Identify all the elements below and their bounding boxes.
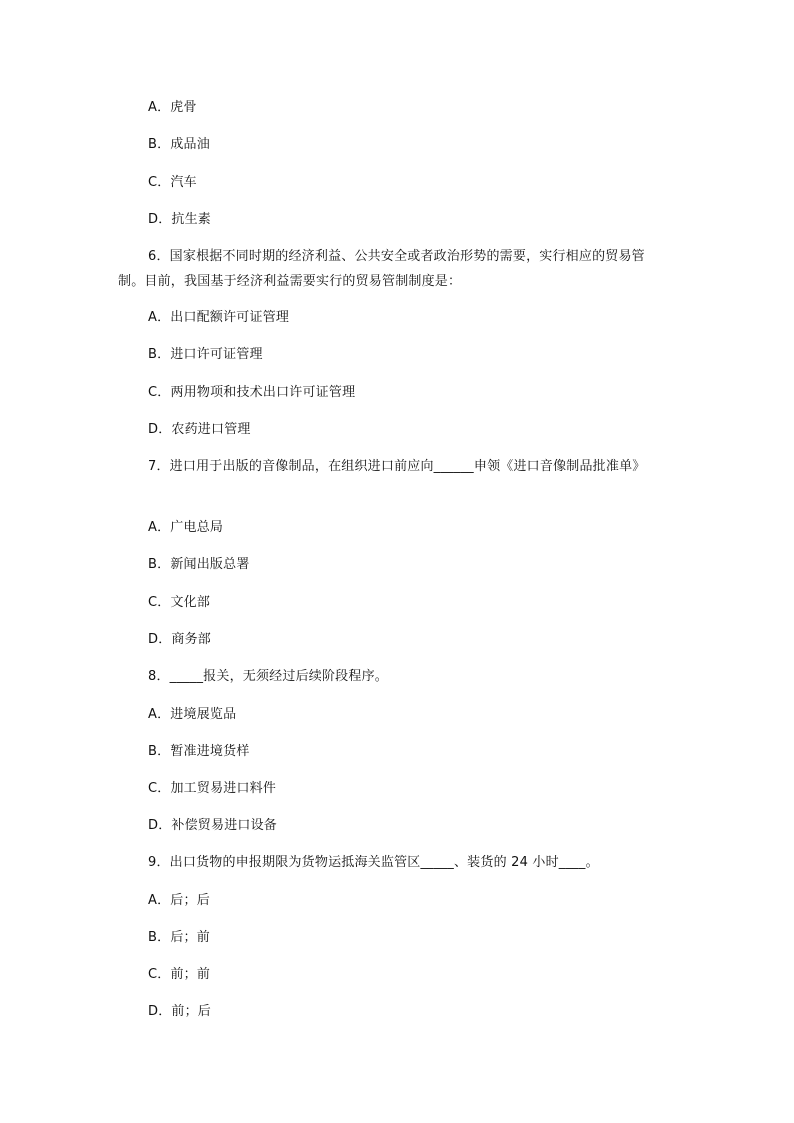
option-a: A．进境展览品 — [148, 707, 237, 722]
option-c: C．文化部 — [148, 595, 211, 610]
question-7-text: 7．进口用于出版的音像制品，在组织进口前应向______申领《进口音像制品批准单》 — [148, 459, 646, 474]
option-d: D．农药进口管理 — [148, 422, 251, 437]
question-8-text: 8．_____报关，无须经过后续阶段程序。 — [148, 669, 388, 684]
option-c: C．汽车 — [148, 175, 197, 190]
option-b: B．成品油 — [148, 137, 210, 152]
option-b: B．暂准进境货样 — [148, 744, 250, 759]
option-a: A．广电总局 — [148, 520, 224, 535]
option-c: C．两用物项和技术出口许可证管理 — [148, 385, 356, 400]
option-b: B．新闻出版总署 — [148, 557, 250, 572]
option-d: D．前；后 — [148, 1004, 212, 1019]
option-d: D．商务部 — [148, 632, 212, 647]
option-d: D．补偿贸易进口设备 — [148, 818, 278, 833]
option-b: B．后；前 — [148, 930, 210, 945]
question-9-text: 9．出口货物的申报期限为货物运抵海关监管区_____、装货的 24 小时____。 — [148, 855, 599, 870]
option-a: A．虎骨 — [148, 100, 197, 115]
question-6-text-continued: 制。目前，我国基于经济利益需要实行的贸易管制制度是： — [118, 274, 462, 289]
option-b: B．进口许可证管理 — [148, 347, 263, 362]
option-a: A．出口配额许可证管理 — [148, 310, 290, 325]
option-c: C．前；前 — [148, 967, 211, 982]
option-a: A．后；后 — [148, 893, 210, 908]
option-d: D．抗生素 — [148, 212, 212, 227]
option-c: C．加工贸易进口料件 — [148, 781, 277, 796]
question-6-text: 6．国家根据不同时期的经济利益、公共安全或者政治形势的需要，实行相应的贸易管 — [148, 249, 645, 264]
